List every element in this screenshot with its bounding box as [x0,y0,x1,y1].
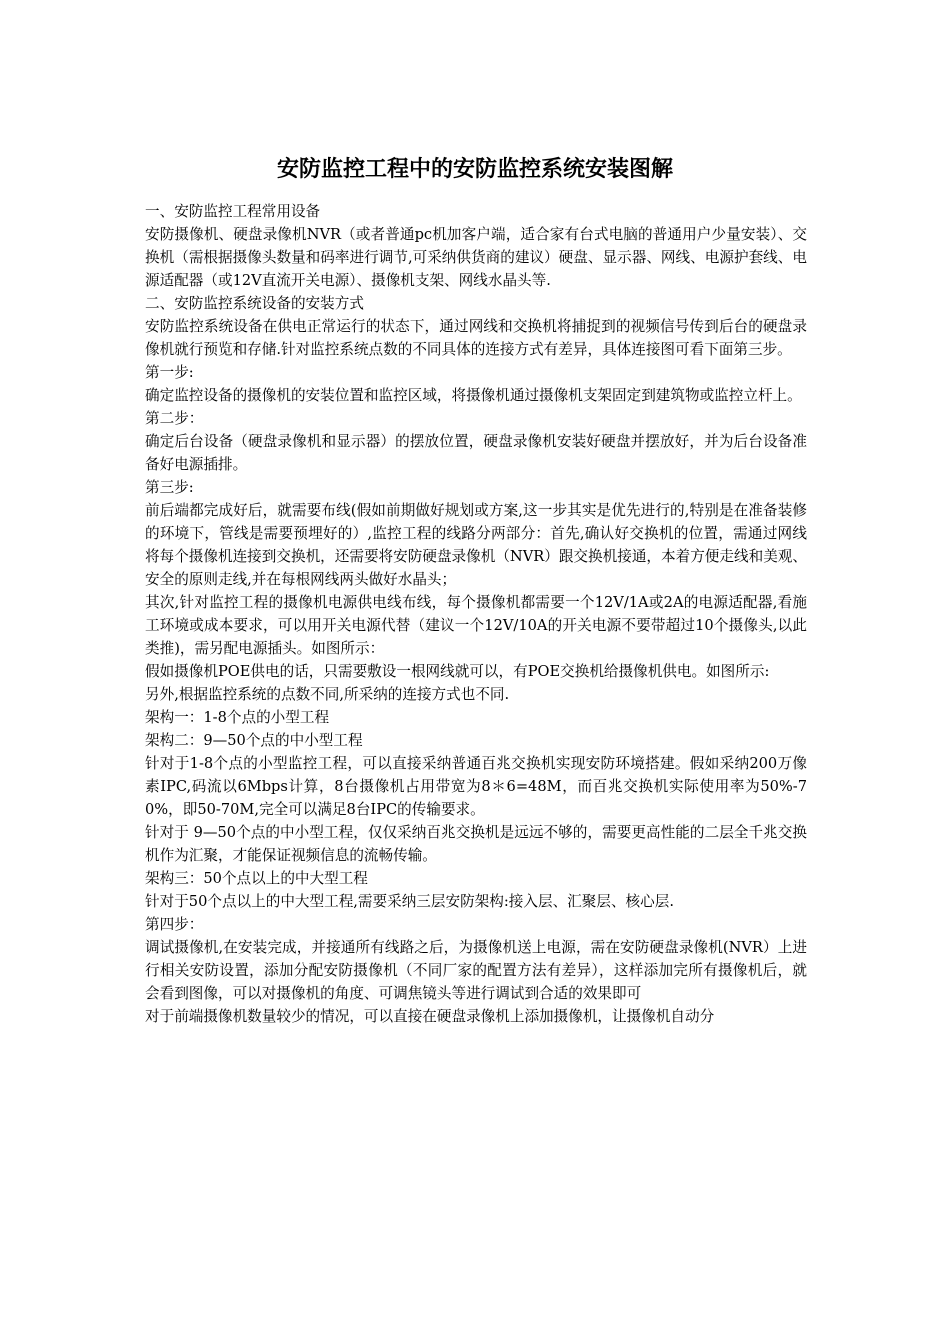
paragraph: 前后端都完成好后，就需要布线(假如前期做好规划或方案,这一步其实是优先进行的,特别是在准备装修的环境下，管线是需要预埋好的）,监控工程的线路分两部分：首先,确认好交换机的位置，需通过网线将每个摄像机连接到交换机，还需要将安防硬盘录像机（NVR）跟交换机接通，本着方便走线和美观、安全的原则走线,并在每根网线两头做好水晶头； [145,502,807,588]
architecture-heading: 架构二：9—50个点的中小型工程 [145,732,363,749]
step-heading: 第一步: [145,364,194,381]
paragraph: 针对于 9—50个点的中小型工程，仅仅采纳百兆交换机是远远不够的，需要更高性能的二层全千兆交换机作为汇聚，才能保证视频信息的流畅传输。 [145,824,807,864]
paragraph: 确定监控设备的摄像机的安装位置和监控区域，将摄像机通过摄像机支架固定到建筑物或监控立杆上。 [145,387,802,404]
paragraph: 针对于1-8个点的小型监控工程，可以直接采纳普通百兆交换机实现安防环境搭建。假如采纳200万像素IPC,码流以6Mbps计算，8台摄像机占用带宽为8＊6=48M，而百兆交换机实际使用率为50%-70%，即50-70M,完全可以满足8台IPC的传输要求。 [145,755,807,818]
step-heading: 第三步: [145,479,194,496]
paragraph: 安防监控系统设备在供电正常运行的状态下，通过网线和交换机将捕捉到的视频信号传到后台的硬盘录像机就行预览和存储.针对监控系统点数的不同具体的连接方式有差异，具体连接图可看下面第三步。 [145,318,807,358]
section-heading: 二、安防监控系统设备的安装方式 [145,295,364,312]
paragraph: 调试摄像机,在安装完成，并接通所有线路之后，为摄像机送上电源，需在安防硬盘录像机(NVR）上进行相关安防设置，添加分配安防摄像机（不同厂家的配置方法有差异），这样添加完所有摄像机后，就会看到图像，可以对摄像机的角度、可调焦镜头等进行调试到合适的效果即可 [145,939,807,1002]
step-heading: 第四步： [145,916,204,933]
step-heading: 第二步： [145,410,204,427]
architecture-heading: 架构三：50个点以上的中大型工程 [145,870,368,887]
section-heading: 一、安防监控工程常用设备 [145,203,321,220]
paragraph: 另外,根据监控系统的点数不同,所采纳的连接方式也不同. [145,686,510,703]
architecture-heading: 架构一：1-8个点的小型工程 [145,709,330,726]
paragraph: 其次,针对监控工程的摄像机电源供电线布线，每个摄像机都需要一个12V/1A或2A的电源适配器,看施工环境或成本要求，可以用开关电源代替（建议一个12V/10A的开关电源不要带超过10个摄像头,以此类推)，需另配电源插头。如图所示： [145,594,807,657]
paragraph: 假如摄像机POE供电的话，只需要敷设一根网线就可以，有POE交换机给摄像机供电。如图所示: [145,663,770,680]
paragraph: 针对于50个点以上的中大型工程,需要采纳三层安防架构:接入层、汇聚层、核心层. [145,893,674,910]
paragraph-truncated: 对于前端摄像机数量较少的情况，可以直接在硬盘录像机上添加摄像机，让摄像机自动分 [145,1008,715,1025]
document-body [145,200,807,1028]
document-title: 安防监控工程中的安防监控系统安装图解 [276,156,673,182]
paragraph: 安防摄像机、硬盘录像机NVR（或者普通pc机加客户端，适合家有台式电脑的普通用户少量安装）、交换机（需根据摄像头数量和码率进行调节,可采纳供货商的建议）硬盘、显示器、网线、电源护套线、电源适配器（或12V直流开关电源）、摄像机支架、网线水晶头等. [145,226,807,289]
paragraph: 确定后台设备（硬盘录像机和显示器）的摆放位置，硬盘录像机安装好硬盘并摆放好，并为后台设备准备好电源插排。 [145,433,807,473]
